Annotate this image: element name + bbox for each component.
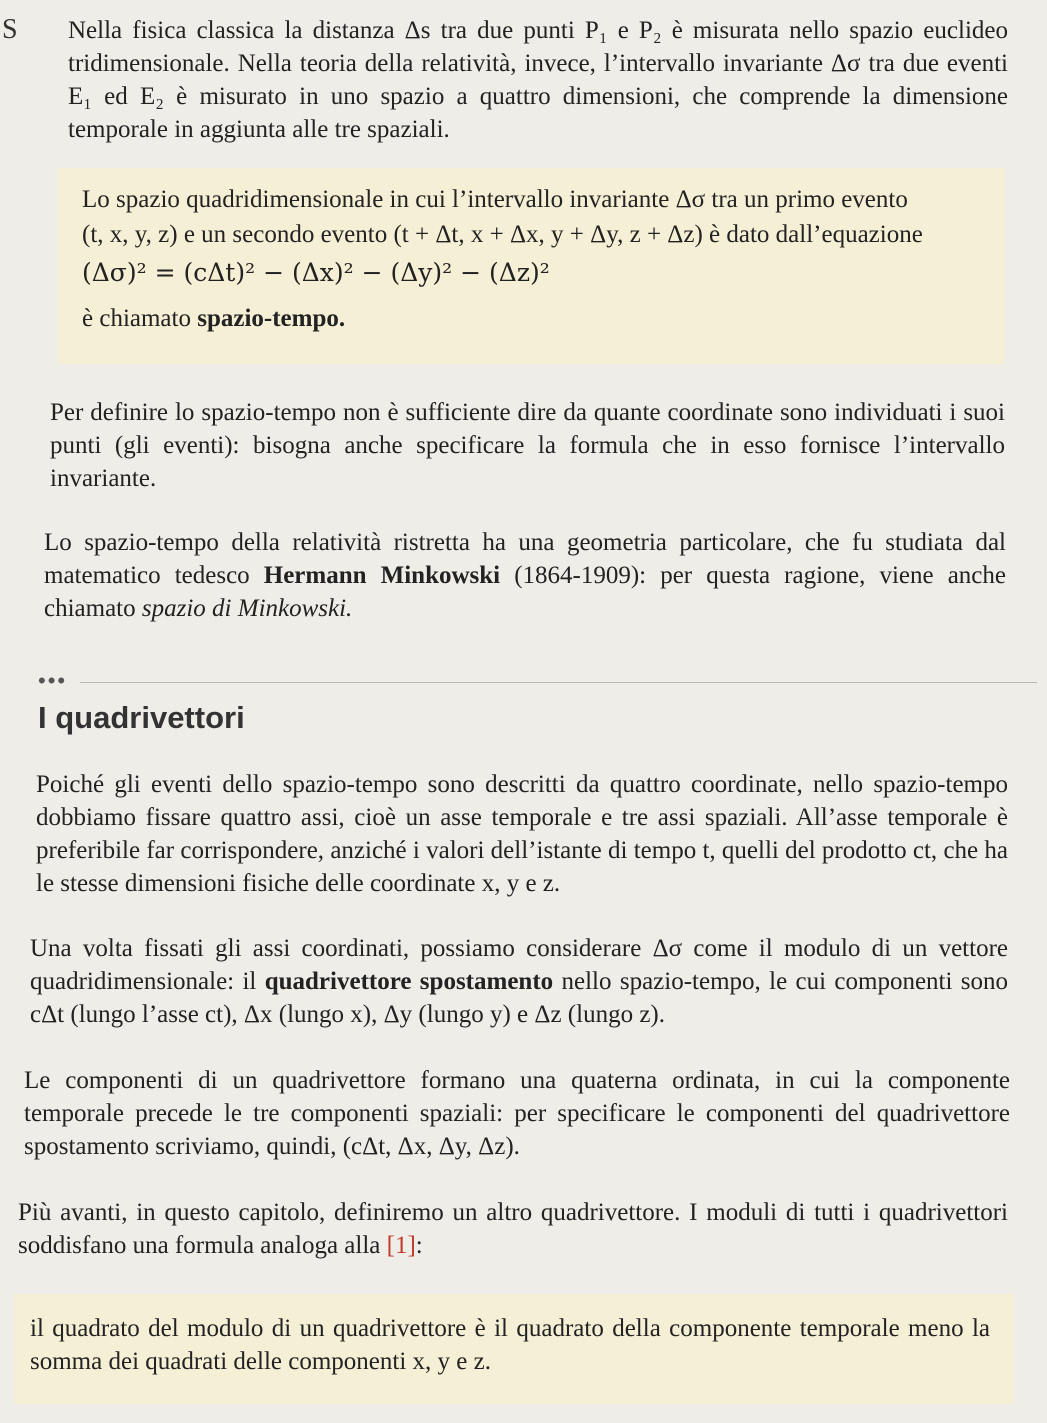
definition-line-2: (t, x, y, z) e un secondo evento (t + Δt, x + Δx, y + Δy, z + Δz) è dato dall’equazione: [82, 221, 923, 248]
minkowski-text-before: Lo spazio-tempo della relatività ristretta ha una geometria particolare, che fu studiata dal matematico tedesco: [44, 529, 1006, 589]
later-colon: :: [415, 1232, 423, 1259]
definition-line-1: Lo spazio quadridimensionale in cui l’intervallo invariante Δσ tra un primo evento: [82, 186, 908, 213]
section-divider: [80, 682, 1037, 683]
later-paragraph: [18, 1196, 1008, 1262]
vector-text-before: Una volta fissati gli assi coordinati, possiamo considerare Δσ come il modulo di un vettore quadridimensionale: il: [30, 935, 1008, 995]
spacetime-definition-box: [58, 168, 1005, 364]
vector-text-after: nello spazio-tempo, le cui componenti sono cΔt (lungo l’asse ct), Δx (lungo x), Δy (lungo y) e Δz (lungo z).: [30, 968, 1009, 1028]
section-title: I quadrivettori: [38, 700, 245, 735]
modulus-rule-box: [14, 1294, 1014, 1404]
definition-term: spazio-tempo.: [197, 305, 346, 332]
modulus-rule-text: il quadrato del modulo di un quadrivettore è il quadrato della componente temporale meno la somma dei quadrati delle componenti x, y e z.: [30, 1315, 990, 1375]
components-paragraph: Le componenti di un quadrivettore formano una quaterna ordinata, in cui la componente temporale precede le tre componenti spaziali: per specificare le componenti del quadrivettore spostamento scriviamo, quindi, (cΔt, Δx, Δy, Δz).: [24, 1067, 1010, 1160]
vector-term: quadrivettore spostamento: [264, 968, 554, 995]
later-text: Più avanti, in questo capitolo, definiremo un altro quadrivettore. I moduli di tutti i quadrivettori soddisfano una formula analoga alla: [18, 1199, 1008, 1259]
section-dots: •••: [38, 668, 68, 693]
minkowski-name: Hermann Minkowski: [263, 562, 501, 589]
minkowski-paragraph: [44, 526, 1006, 625]
intro-paragraph: Nella fisica classica la distanza Δs tra due punti P₁ e P₂ è misurata nello spazio euclideo tridimensionale. Nella teoria della relatività, invece, l’intervallo invariante Δσ tra due eventi E₁ ed E₂ è misurato in uno spazio a quattro dimensioni, che comprende la dimensione temporale in aggiunta alle tre spaziali.: [68, 17, 1008, 143]
displacement-vector-paragraph: [30, 932, 1008, 1031]
interval-equation: (Δσ)² = (cΔt)² − (Δx)² − (Δy)² − (Δz)²: [82, 258, 550, 287]
axes-paragraph: Poiché gli eventi dello spazio-tempo sono descritti da quattro coordinate, nello spazio-tempo dobbiamo fissare quattro assi, cioè un asse temporale e tre assi spaziali. All’asse temporale è preferibile far corrispondere, anziché i valori dell’istante di tempo t, quelli del prodotto ct, che ha le stesse dimensioni fisiche delle coordinate x, y e z.: [36, 771, 1008, 897]
definition-line-3: [82, 301, 982, 336]
define-spacetime-paragraph: Per definire lo spazio-tempo non è sufficiente dire da quante coordinate sono individuati i suoi punti (gli eventi): bisogna anche specificare la formula che in esso fornisce l’intervallo invariante.: [50, 399, 1005, 492]
minkowski-term: spazio di Minkowski.: [141, 595, 353, 622]
margin-mark: S: [2, 14, 18, 45]
equation-reference-link[interactable]: [1]: [386, 1232, 416, 1259]
minkowski-text-after: (1864-1909): per questa ragione, viene anche chiamato: [44, 562, 1006, 622]
definition-prefix: è chiamato: [82, 305, 191, 332]
